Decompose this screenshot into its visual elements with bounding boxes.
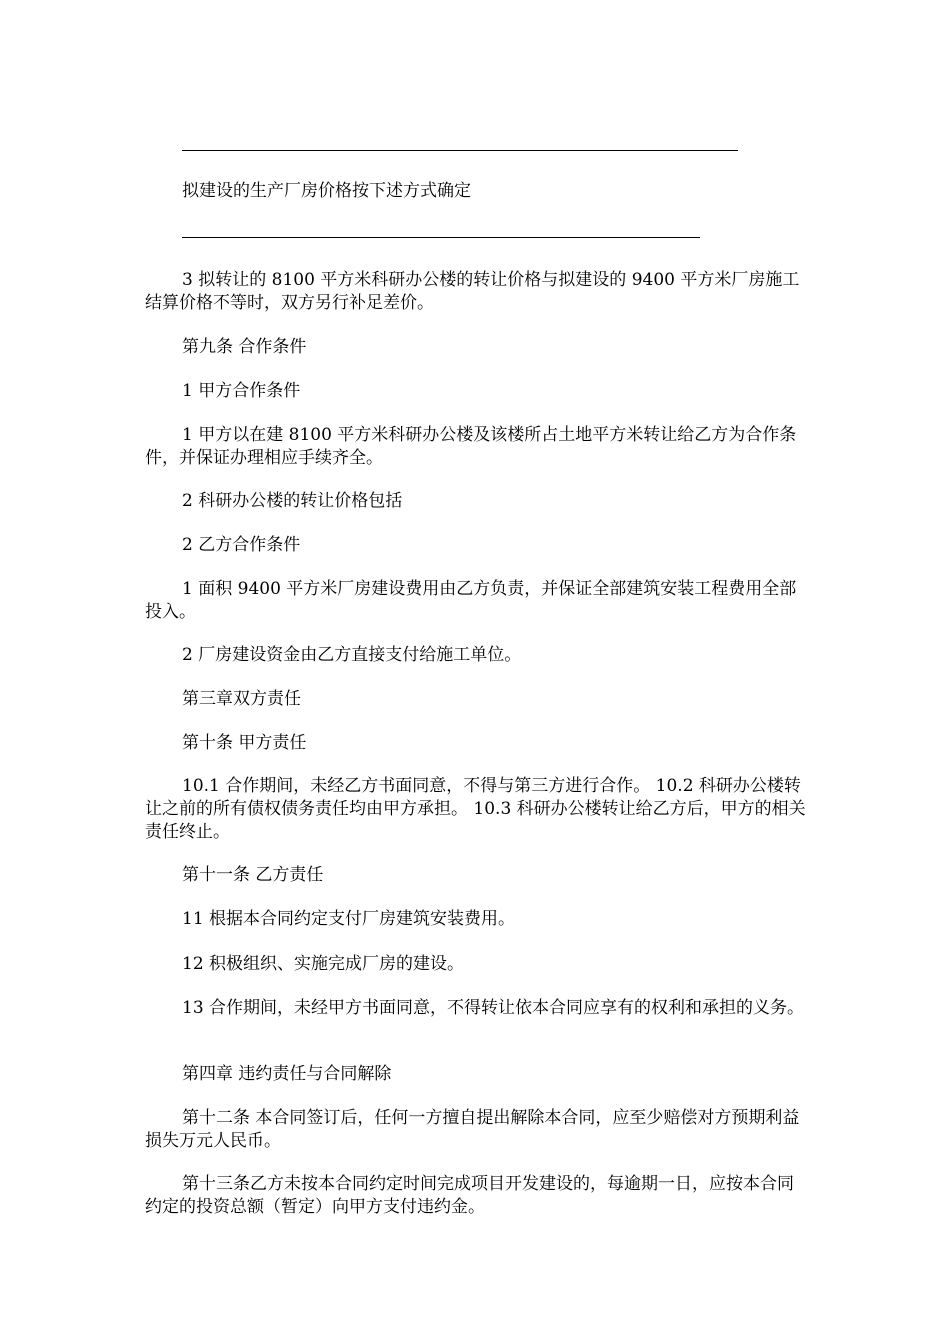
section-heading: 第十一条 乙方责任 xyxy=(182,865,324,885)
paragraph: 12 积极组织、实施完成厂房的建设。 xyxy=(182,954,465,974)
paragraph: 第十三条乙方未按本合同约定时间完成项目开发建设的，每逾期一日，应按本合同约定的投资总额（暂定）向甲方支付违约金。 xyxy=(145,1174,794,1217)
paragraph: 1 甲方合作条件 xyxy=(182,381,301,401)
paragraph: 2 厂房建设资金由乙方直接支付给施工单位。 xyxy=(182,645,522,665)
paragraph: 2 乙方合作条件 xyxy=(182,535,301,555)
chapter-heading: 第三章双方责任 xyxy=(182,689,301,709)
blank-fill-line xyxy=(182,237,700,238)
chapter-heading: 第四章 违约责任与合同解除 xyxy=(182,1064,392,1084)
paragraph: 1 甲方以在建 8100 平方米科研办公楼及该楼所占土地平方米转让给乙方为合作条件，并保证办理相应手续齐全。 xyxy=(145,425,797,468)
paragraph: 1 面积 9400 平方米厂房建设费用由乙方负责，并保证全部建筑安装工程费用全部投入。 xyxy=(145,579,797,622)
blank-fill-line xyxy=(182,150,738,151)
paragraph: 拟建设的生产厂房价格按下述方式确定 xyxy=(182,181,471,201)
paragraph: 3 拟转让的 8100 平方米科研办公楼的转让价格与拟建设的 9400 平方米厂房施工结算价格不等时，双方另行补足差价。 xyxy=(145,270,800,313)
paragraph: 13 合作期间，未经甲方书面同意，不得转让依本合同应享有的权利和承担的义务。 xyxy=(182,998,805,1018)
paragraph: 10.1 合作期间，未经乙方书面同意，不得与第三方进行合作。 10.2 科研办公楼转让之前的所有债权债务责任均由甲方承担。 10.3 科研办公楼转让给乙方后，甲方的相关责任终止。 xyxy=(145,776,806,842)
section-heading: 第十条 甲方责任 xyxy=(182,733,307,753)
paragraph: 2 科研办公楼的转让价格包括 xyxy=(182,491,403,511)
paragraph: 第十二条 本合同签订后，任何一方擅自提出解除本合同，应至少赔偿对方预期利益损失万元人民币。 xyxy=(145,1108,800,1151)
paragraph: 11 根据本合同约定支付厂房建筑安装费用。 xyxy=(182,909,516,929)
section-heading: 第九条 合作条件 xyxy=(182,337,307,357)
